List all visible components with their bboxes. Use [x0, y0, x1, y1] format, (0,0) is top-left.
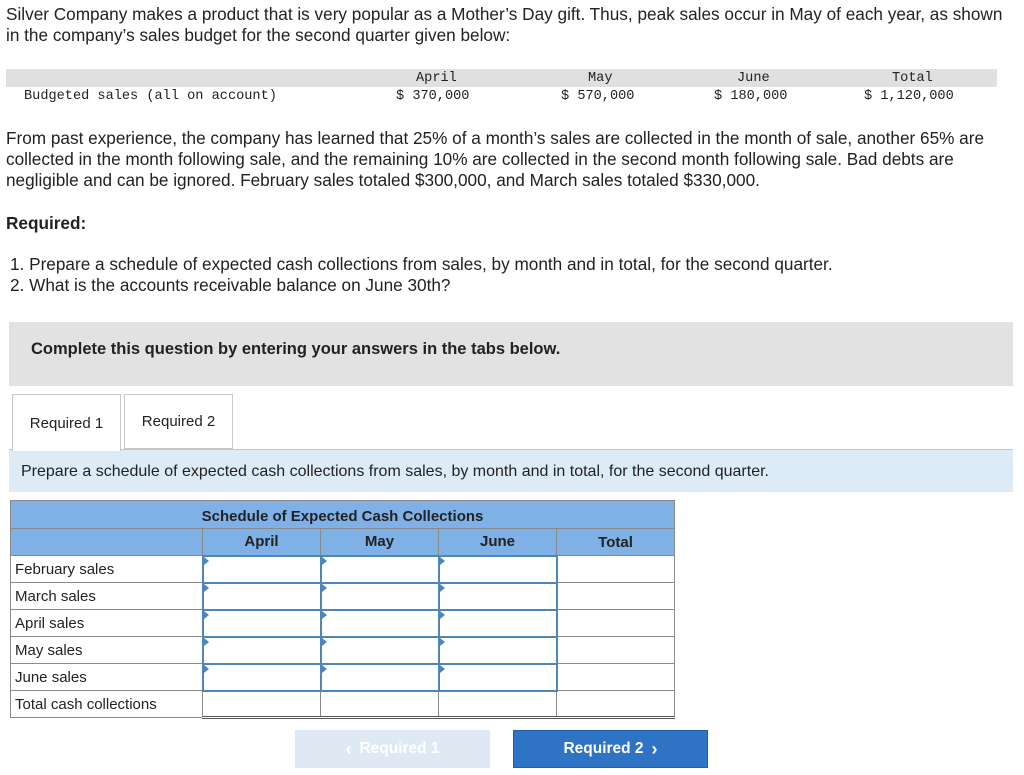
table-row: [11, 691, 675, 718]
june-may-input[interactable]: [322, 665, 438, 690]
required-list: [10, 254, 833, 296]
row-label-total-cash-collections: Total cash collections: [11, 691, 203, 718]
march-may-input[interactable]: [322, 584, 438, 609]
next-button-label: Required 2: [563, 740, 644, 757]
row-label-february-sales: February sales: [11, 556, 203, 583]
february-total-cell: [557, 556, 675, 583]
total-april-cell: [203, 691, 321, 718]
row-label-june-sales: June sales: [11, 664, 203, 691]
column-header-june: June: [439, 529, 557, 556]
march-total-cell: [557, 583, 675, 610]
table-row: [11, 637, 675, 664]
next-tab-button[interactable]: [513, 730, 708, 768]
table-row: [11, 664, 675, 691]
march-june-input[interactable]: [440, 584, 556, 609]
february-april-input[interactable]: [204, 557, 320, 582]
may-may-input[interactable]: [322, 638, 438, 663]
april-april-input[interactable]: [204, 611, 320, 636]
tab-prompt-text: Prepare a schedule of expected cash collections from sales, by month and in total, for the second quarter.: [21, 463, 769, 480]
instructions-text: Complete this question by entering your answers in the tabs below.: [31, 340, 561, 358]
june-total-cell: [557, 664, 675, 691]
tab-prompt: [9, 450, 1013, 492]
may-total-cell: [557, 637, 675, 664]
cash-collections-schedule: [10, 500, 675, 719]
chevron-left-icon: ‹: [345, 738, 352, 759]
budget-value-april: $ 370,000: [396, 89, 470, 104]
row-label-march-sales: March sales: [11, 583, 203, 610]
budget-value-may: $ 570,000: [561, 89, 635, 104]
schedule-title: Schedule of Expected Cash Collections: [11, 501, 675, 529]
column-header-total: Total: [557, 529, 675, 556]
total-june-cell: [439, 691, 557, 718]
problem-intro: Silver Company makes a product that is very popular as a Mother’s Day gift. Thus, peak sales occur in May of each year, as shown in the company’s sales budget for the second quarter given below:: [6, 4, 1003, 45]
tab-required-2[interactable]: Required 2: [124, 394, 233, 449]
collection-paragraph: From past experience, the company has learned that 25% of a month’s sales are collected in the month of sale, another 65% are collected in the month following sale, and the remaining 10% are collected in the second month following sale. Bad debts are negligible and can be ignored. February sales totaled $300,000, and March sales totaled $330,000.: [6, 128, 985, 190]
required-heading: Required:: [6, 213, 87, 233]
april-may-input[interactable]: [322, 611, 438, 636]
row-label-may-sales: May sales: [11, 637, 203, 664]
sales-budget-table: [6, 69, 997, 107]
february-june-input[interactable]: [440, 557, 556, 582]
may-june-input[interactable]: [440, 638, 556, 663]
budget-header-total: Total: [892, 71, 933, 86]
required-item-2: 2. What is the accounts receivable balance on June 30th?: [10, 275, 451, 295]
table-row: [11, 610, 675, 637]
march-april-input[interactable]: [204, 584, 320, 609]
table-row: [11, 556, 675, 583]
budget-header-june: June: [737, 71, 770, 86]
instructions-banner: [9, 322, 1013, 386]
february-may-input[interactable]: [322, 557, 438, 582]
prev-tab-button[interactable]: [295, 730, 490, 768]
row-label-april-sales: April sales: [11, 610, 203, 637]
april-total-cell: [557, 610, 675, 637]
tab-required-1[interactable]: Required 1: [12, 394, 121, 451]
required-item-1: 1. Prepare a schedule of expected cash collections from sales, by month and in total, for the second quarter.: [10, 254, 833, 274]
column-header-may: May: [321, 529, 439, 556]
may-april-input[interactable]: [204, 638, 320, 663]
budget-header-april: April: [416, 71, 457, 86]
budget-value-total: $ 1,120,000: [864, 89, 954, 104]
april-june-input[interactable]: [440, 611, 556, 636]
budget-value-june: $ 180,000: [714, 89, 788, 104]
budget-row-label: Budgeted sales (all on account): [24, 89, 277, 104]
total-may-cell: [321, 691, 439, 718]
june-april-input[interactable]: [204, 665, 320, 690]
chevron-right-icon: ›: [651, 738, 658, 759]
june-june-input[interactable]: [440, 665, 556, 690]
prev-button-label: Required 1: [359, 740, 440, 757]
budget-header-may: May: [588, 71, 613, 86]
column-header-april: April: [203, 529, 321, 556]
total-total-cell: [557, 691, 675, 718]
table-row: [11, 583, 675, 610]
